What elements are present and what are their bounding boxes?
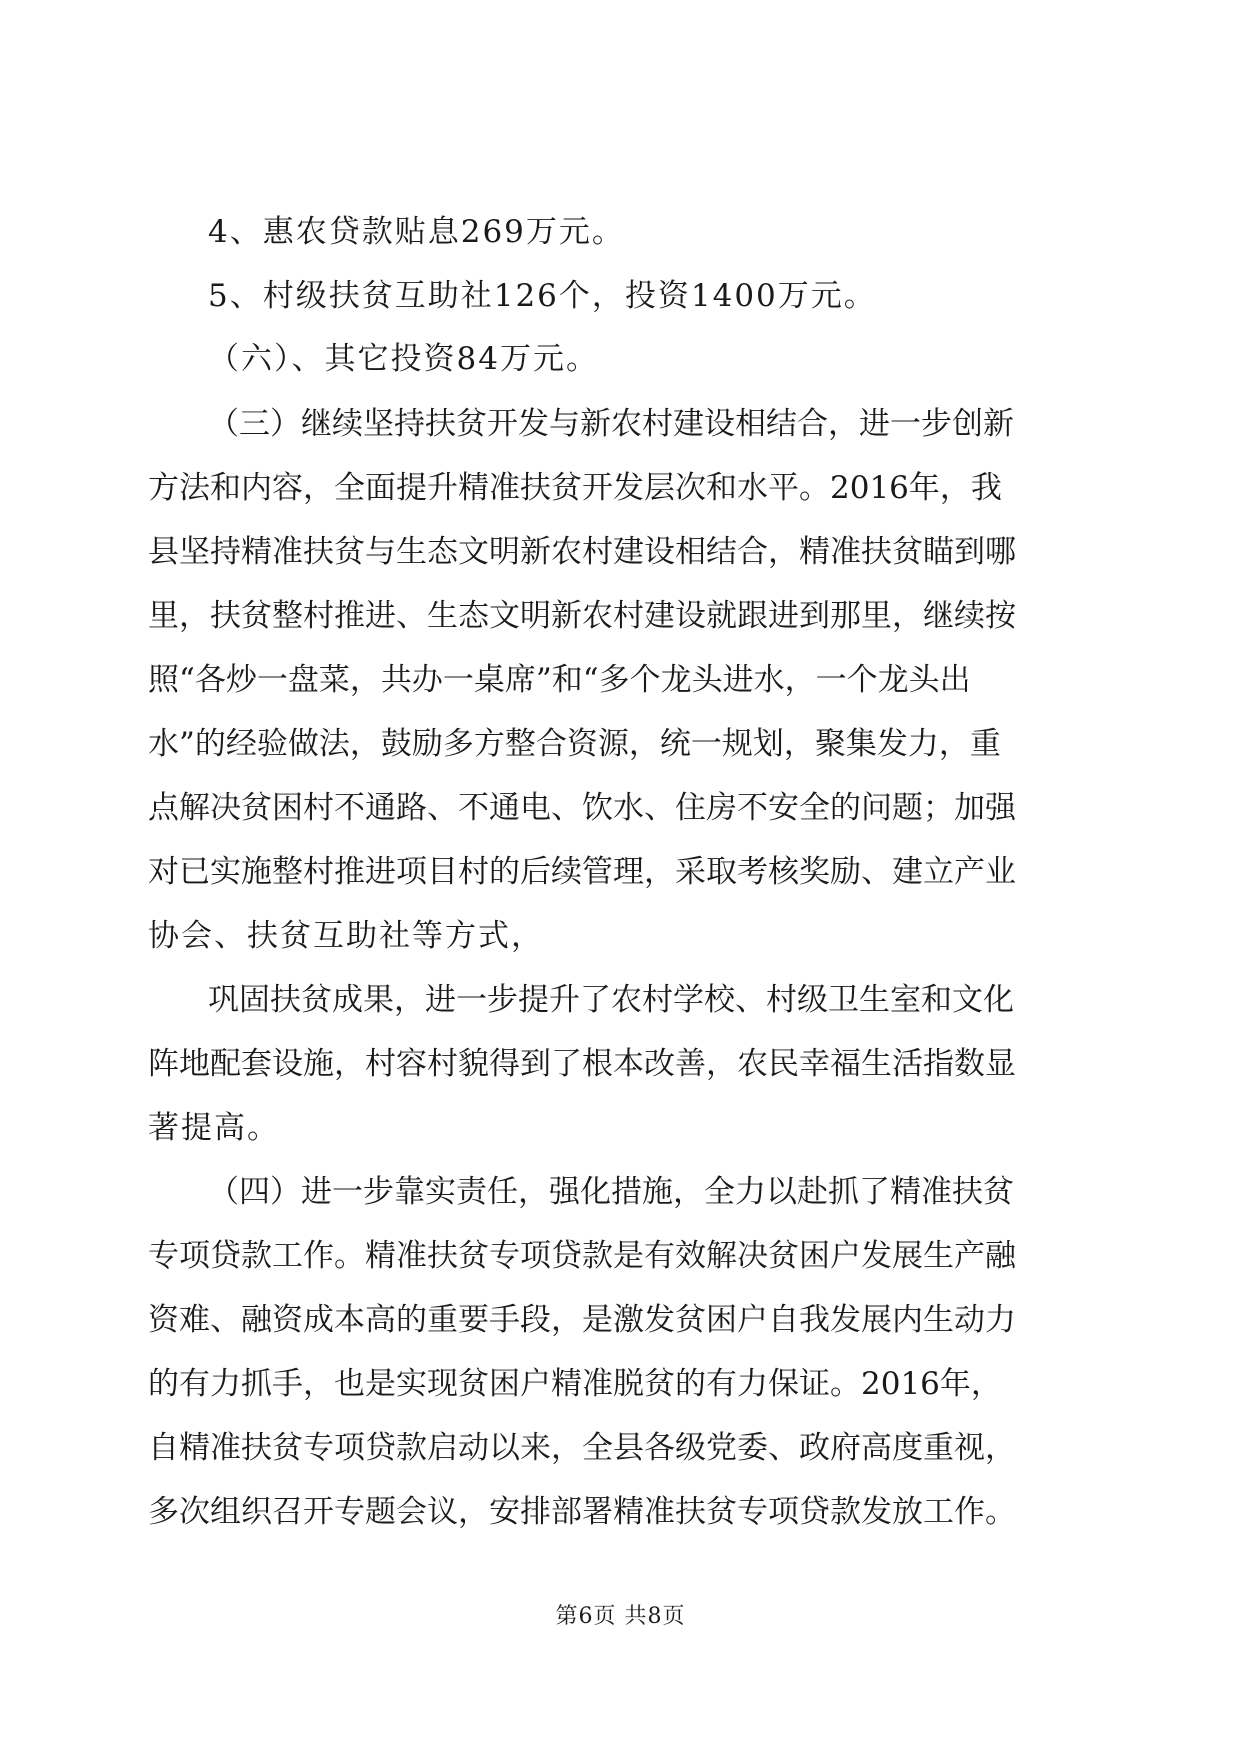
text-line-7: 里 ， 扶 贫 整 村 推 进 、 生 态 文 明 新 农 村 建 设 就 跟 进 到 那 里 ， 继 续 按: [148, 598, 1016, 634]
page-number-footer: 第6页 共8页: [555, 1604, 686, 1629]
text-line-17: 专 项 贷 款 工 作 。 精 准 扶 贫 专 项 贷 款 是 有 效 解 决 贫 困 户 发 展 生 产 融: [148, 1238, 1016, 1274]
text-line-18: 资 难 、 融 资 成 本 高 的 重 要 手 段 ， 是 激 发 贫 困 户 自 我 发 展 内 生 动 力: [148, 1302, 1016, 1338]
text-line-14: 阵 地 配 套 设 施 ， 村 容 村 貌 得 到 了 根 本 改 善 ， 农 民 幸 福 生 活 指 数 显: [148, 1046, 1016, 1082]
text-line-10: 点 解 决 贫 困 村 不 通 路 、 不 通 电 、 饮 水 、 住 房 不 安 全 的 问 题 ； 加 强: [148, 790, 1016, 826]
text-line-5: 方 法 和 内 容 ， 全 面 提 升 精 准 扶 贫 开 发 层 次 和 水 平 。 2016 年 ， 我: [148, 470, 1002, 506]
text-line-16: （ 四 ） 进 一 步 靠 实 责 任 ， 强 化 措 施 ， 全 力 以 赴 抓 了 精 准 扶 贫: [208, 1174, 1014, 1210]
text-line-12: 协会、扶贫互助社等方式，: [148, 918, 544, 954]
text-line-4: （ 三 ） 继 续 坚 持 扶 贫 开 发 与 新 农 村 建 设 相 结 合 ， 进 一 步 创 新: [208, 406, 1014, 442]
text-line-3: （六）、其它投资84万元。: [208, 341, 599, 377]
text-line-2: 5、村级扶贫互助社126个，投资1400万元。: [208, 278, 877, 314]
text-line-8: 照 “ 各 炒 一 盘 菜 ， 共 办 一 桌 席 ” 和 “ 多 个 龙 头 进 水 ， 一 个 龙 头 出: [148, 662, 971, 698]
text-line-1: 4、惠农贷款贴息269万元。: [208, 214, 625, 250]
text-line-19: 的 有 力 抓 手 ， 也 是 实 现 贫 困 户 精 准 脱 贫 的 有 力 保 证 。 2016 年 ，: [148, 1366, 1002, 1402]
text-line-13: 巩 固 扶 贫 成 果 ， 进 一 步 提 升 了 农 村 学 校 、 村 级 卫 生 室 和 文 化: [208, 982, 1014, 1018]
text-line-9: 水 ” 的 经 验 做 法 ， 鼓 励 多 方 整 合 资 源 ， 统 一 规 划 ， 聚 集 发 力 ， 重: [148, 726, 1001, 762]
text-line-20: 自 精 准 扶 贫 专 项 贷 款 启 动 以 来 ， 全 县 各 级 党 委 、 政 府 高 度 重 视 ，: [148, 1430, 1016, 1466]
text-line-21: 多 次 组 织 召 开 专 题 会 议 ， 安 排 部 署 精 准 扶 贫 专 项 贷 款 发 放 工 作 。: [148, 1494, 1016, 1530]
text-line-6: 县 坚 持 精 准 扶 贫 与 生 态 文 明 新 农 村 建 设 相 结 合 ， 精 准 扶 贫 瞄 到 哪: [148, 534, 1016, 570]
text-line-11: 对 已 实 施 整 村 推 进 项 目 村 的 后 续 管 理 ， 采 取 考 核 奖 励 、 建 立 产 业: [148, 854, 1016, 890]
text-line-15: 著提高。: [148, 1110, 280, 1146]
